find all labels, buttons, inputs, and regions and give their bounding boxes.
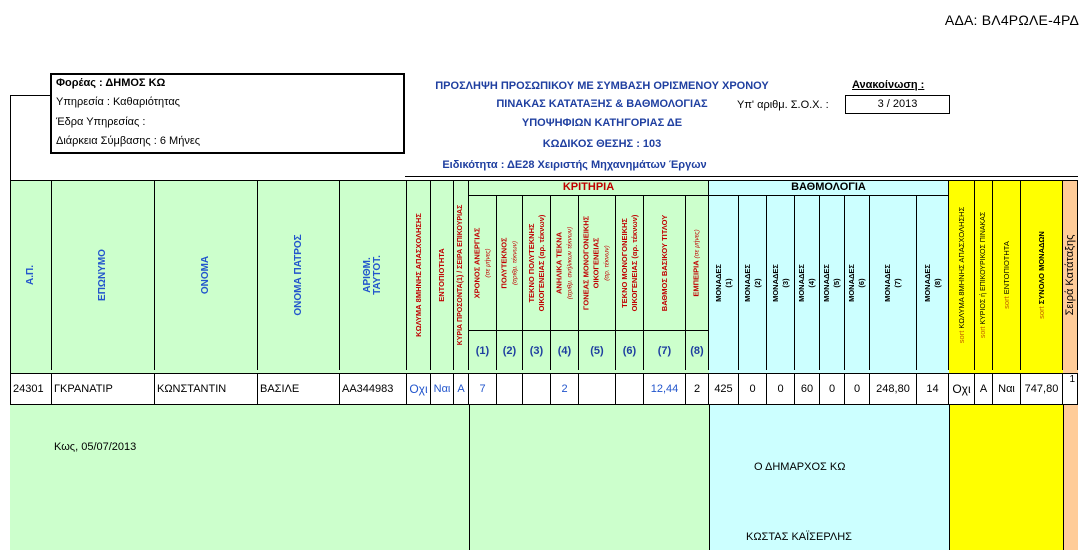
cell-patros: ΒΑΣΙΛΕ [258, 373, 340, 405]
col-header-k4: ΑΝΗΛΙΚΑ ΤΕΚΝΑ (αριθμ. ανήλικων τέκνων) [551, 196, 579, 330]
mayor-name: ΚΩΣΤΑΣ ΚΑΪΣΕΡΛΗΣ [746, 531, 852, 543]
col-header-k5: ΓΟΝΕΑΣ ΜΟΝΟΓΟΝΕΙΚΗΣ ΟΙΚΟΓΕΝΕΙΑΣ (αρ. τέκνων) [579, 196, 616, 330]
service-name: Υπηρεσία : Καθαριότητας [56, 96, 180, 108]
col-header-m7: ΜΟΝΑΔΕΣ (7) [870, 196, 917, 370]
divider-sort [949, 405, 950, 550]
col-header-k7: ΒΑΘΜΟΣ ΒΑΣΙΚΟΥ ΤΙΤΛΟΥ [644, 196, 686, 330]
criteria-num-8: (8) [686, 330, 709, 370]
col-header-m4: ΜΟΝΑΔΕΣ (4) [795, 196, 820, 370]
col-header-m6: ΜΟΝΑΔΕΣ (6) [845, 196, 870, 370]
col-header-patros: ΟΝΟΜΑ ΠΑΤΡΟΣ [258, 180, 340, 370]
cell-k1: 7 [469, 373, 497, 405]
contract-duration: Διάρκεια Σύμβασης : 6 Μήνες [56, 135, 201, 147]
cell-ap: 24301 [10, 373, 52, 405]
criteria-num-5: (5) [579, 330, 616, 370]
service-seat: Έδρα Υπηρεσίας : [56, 116, 146, 128]
agency-info-box [50, 73, 405, 154]
cell-k4: 2 [551, 373, 579, 405]
cell-taytot: ΑΑ344983 [340, 373, 407, 405]
col-header-m2: ΜΟΝΑΔΕΣ (2) [739, 196, 767, 370]
col-header-kyria: ΚΥΡΙΑ ΠΡΟΣΟΝΤΑ(1) / ΣΕΙΡΑ ΕΠΙΚΟΥΡΙΑΣ [454, 180, 469, 370]
cell-k3 [523, 373, 551, 405]
cell-kyria: Α [454, 373, 469, 405]
col-header-taytot: ΑΡΙΘΜ. ΤΑΥΤΟΤ. [340, 180, 407, 370]
cell-m6: 0 [845, 373, 870, 405]
divider-criteria [469, 405, 470, 550]
criteria-num-7: (7) [644, 330, 686, 370]
col-header-k3: ΤΕΚΝΟ ΠΟΛΥΤΕΚΝΗΣ ΟΙΚΟΓΕΝΕΙΑΣ (αρ. τέκνων) [523, 196, 551, 330]
title-line-2: ΠΙΝΑΚΑΣ ΚΑΤΑΤΑΞΗΣ & ΒΑΘΜΟΛΟΓΙΑΣ [496, 98, 708, 110]
col-header-entopiotita: ΕΝΤΟΠΙΟΤΗΤΑ [431, 180, 454, 370]
col-header-k8: ΕΜΠΕΙΡΙΑ (σε μήνες) [686, 196, 709, 330]
divider-score [709, 405, 710, 550]
title-line-3: ΥΠΟΨΗΦΙΩΝ ΚΑΤΗΓΟΡΙΑΣ ΔΕ [521, 117, 683, 129]
frame-line [405, 176, 1078, 177]
criteria-num-2: (2) [497, 330, 523, 370]
cell-k8: 2 [686, 373, 709, 405]
col-header-m5: ΜΟΝΑΔΕΣ (5) [820, 196, 845, 370]
title-line-5: Ειδικότητα : ΔΕ28 Χειριστής Μηχανημάτων Έργων [442, 159, 707, 171]
col-header-seira: Σειρά Κατάταξης [1063, 180, 1078, 370]
announcement-label: Ανακοίνωση : [852, 79, 925, 91]
col-header-m3: ΜΟΝΑΔΕΣ (3) [767, 196, 795, 370]
cell-sort-entop: Ναι [993, 373, 1021, 405]
col-header-sort-synolo: sort ΣΥΝΟΛΟ ΜΟΝΑΔΩΝ [1021, 180, 1063, 370]
title-line-4: ΚΩΔΙΚΟΣ ΘΕΣΗΣ : 103 [542, 138, 662, 150]
col-header-k1: ΧΡΟΝΟΣ ΑΝΕΡΓΙΑΣ (σε μήνες) [469, 196, 497, 330]
cell-m3: 0 [767, 373, 795, 405]
cell-entop: Ναι [431, 373, 454, 405]
cell-k5 [579, 373, 616, 405]
agency-name: Φορέας : ΔΗΜΟΣ ΚΩ [56, 77, 166, 89]
col-header-ap: Α.Π. [10, 180, 52, 370]
cell-kolyma: Οχι [407, 373, 431, 405]
ada-code: ΑΔΑ: ΒΛ4ΡΩΛΕ-4ΡΔ [944, 12, 1079, 28]
sox-label: Υπ' αριθμ. Σ.Ο.Χ. : [737, 99, 829, 111]
criteria-group-header: ΚΡΙΤΗΡΙΑ [469, 180, 709, 196]
criteria-num-6: (6) [616, 330, 644, 370]
place-date: Κως, 05/07/2013 [54, 441, 137, 453]
sox-value: 3 / 2013 [845, 95, 950, 114]
cell-m5: 0 [820, 373, 845, 405]
cell-sort-kyrios: Α [975, 373, 993, 405]
cell-m1: 425 [709, 373, 739, 405]
divider-rank [1063, 405, 1064, 550]
cell-m8: 14 [917, 373, 949, 405]
cell-m4: 60 [795, 373, 820, 405]
criteria-footer-band [469, 405, 709, 550]
cell-k7: 12,44 [644, 373, 686, 405]
cell-seira: 1 [1063, 373, 1078, 405]
col-header-eponymo: ΕΠΩΝΥΜΟ [52, 180, 155, 370]
criteria-num-3: (3) [523, 330, 551, 370]
col-header-sort-kyrios: sort ΚΥΡΙΟΣ ή ΕΠΙΚΟΥΡΙΚΟΣ ΠΙΝΑΚΑΣ [975, 180, 993, 370]
col-header-sort-entop: sort ΕΝΤΟΠΙΟΤΗΤΑ [993, 180, 1021, 370]
col-header-kolyma: ΚΩΛΥΜΑ 8ΜΗΝΗΣ ΑΠΑΣΧΟΛΗΣΗΣ [407, 180, 431, 370]
cell-onoma: ΚΩΝΣΤΑΝΤΙΝ [155, 373, 258, 405]
score-group-header: ΒΑΘΜΟΛΟΓΙΑ [709, 180, 949, 196]
col-header-k6: ΤΕΚΝΟ ΜΟΝΟΓΟΝΕΙΚΗΣ ΟΙΚΟΓΕΝΕΙΑΣ (αρ. τέκνων) [616, 196, 644, 330]
frame-bracket [10, 95, 52, 180]
cell-k6 [616, 373, 644, 405]
cell-sort-kolyma: Οχι [949, 373, 975, 405]
col-header-m8: ΜΟΝΑΔΕΣ (8) [917, 196, 949, 370]
mayor-title: Ο ΔΗΜΑΡΧΟΣ ΚΩ [754, 461, 846, 473]
col-header-k2: ΠΟΛΥΤΕΚΝΟΣ (αριθμ. τέκνων) [497, 196, 523, 330]
cell-m7: 248,80 [870, 373, 917, 405]
criteria-num-4: (4) [551, 330, 579, 370]
col-header-onoma: ΟΝΟΜΑ [155, 180, 258, 370]
criteria-num-1: (1) [469, 330, 497, 370]
title-line-1: ΠΡΟΣΛΗΨΗ ΠΡΟΣΩΠΙΚΟΥ ΜΕ ΣΥΜΒΑΣΗ ΟΡΙΣΜΕΝΟΥ ΧΡΟΝΟΥ [435, 80, 769, 92]
cell-eponymo: ΓΚΡΑΝΑΤΙΡ [52, 373, 155, 405]
cell-sort-synolo: 747,80 [1021, 373, 1063, 405]
cell-k2 [497, 373, 523, 405]
col-header-sort-kolyma: sort ΚΩΛΥΜΑ 8ΜΗΝΗΣ ΑΠΑΣΧΟΛΗΣΗΣ [949, 180, 975, 370]
cell-m2: 0 [739, 373, 767, 405]
col-header-m1: ΜΟΝΑΔΕΣ (1) [709, 196, 739, 370]
